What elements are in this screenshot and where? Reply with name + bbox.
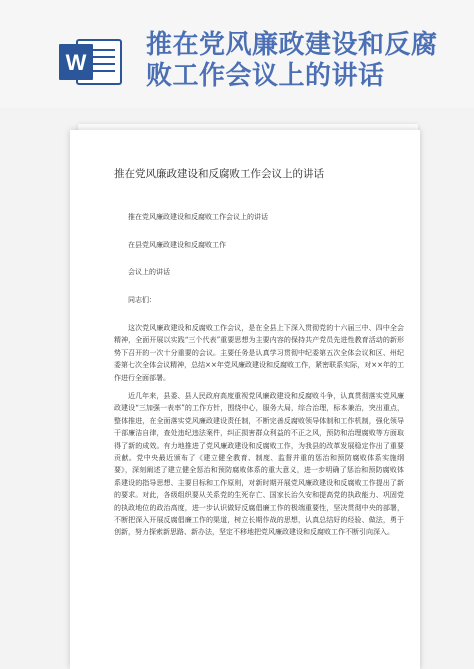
banner-title: 推在党风廉政建设和反腐败工作会议上的讲话	[146, 30, 438, 91]
paragraph-2: 近几年来，县委、县人民政府高度重视党风廉政建设和反腐败斗争，认真贯彻落实党风廉政建设“三加强一表率”的工作方针，围绕中心，服务大局，综合治理，标本兼治，突出重点，整体推进，在全面落实党风廉政建设责任制，不断完善反腐败领导体制和工作机制，强化领导干部廉洁自律，查处违纪违法案件，纠正损害群众利益的不正之风，预防和治理腐败等方面取得了新的成效。有力地推进了党风廉政建设和反腐败工作，为我县的改革发展稳定作出了重要贡献。党中央最近颁布了《建立健全教育、制度、监督并重的惩治和预防腐败体系实施纲要》，深刻阐述了建立健全惩治和预防腐败体系的重大意义，进一步明确了惩治和预防腐败体系建设的指导思想、主要目标和工作原则，对新时期开展党风廉政建设和反腐败工作提出了新的要求。对此，各级组织要从关系党的生死存亡、国家长治久安和提高党的执政能力、巩固党的执政地位的政治高度，进一步认识做好反腐倡廉工作的极端重要性，坚决贯彻中央的部署，不断把深入开展反腐倡廉工作的渠道，树立长期作战的思想，认真总结好的经验、做法，勇于创新，努力探索新思路、新办法，坚定不移地把党风廉政建设和反腐败工作不断引向深入。	[114, 392, 404, 537]
salutation: 同志们：	[128, 296, 156, 304]
meta-line-1: 推在党风廉政建设和反腐败工作会议上的讲话	[128, 213, 268, 221]
meta-line-3: 会议上的讲话	[128, 268, 170, 276]
document-title: 推在党风廉政建设和反腐败工作会议上的讲话	[114, 168, 324, 180]
paragraph-1: 这次党风廉政建设和反腐败工作会议，是在全县上下深入贯彻党的十六届三中、四中全会精神，全面开展以实践“三个代表”重要思想为主要内容的保持共产党员先进性教育活动的新形势下召开的一次十分重要的会议。主要任务是认真学习贯彻中纪委第五次全体会议和区、州纪委第七次全体会议精神，总结××年党风廉政建设和反腐败工作，紧密联系实际，对××年的工作进行全面部署。	[114, 324, 404, 382]
svg-text:W: W	[65, 50, 87, 75]
word-document-icon	[57, 38, 125, 86]
meta-line-2: 在县党风廉政建设和反腐败工作	[128, 241, 226, 249]
document-page	[70, 130, 420, 669]
header-banner	[0, 0, 474, 108]
